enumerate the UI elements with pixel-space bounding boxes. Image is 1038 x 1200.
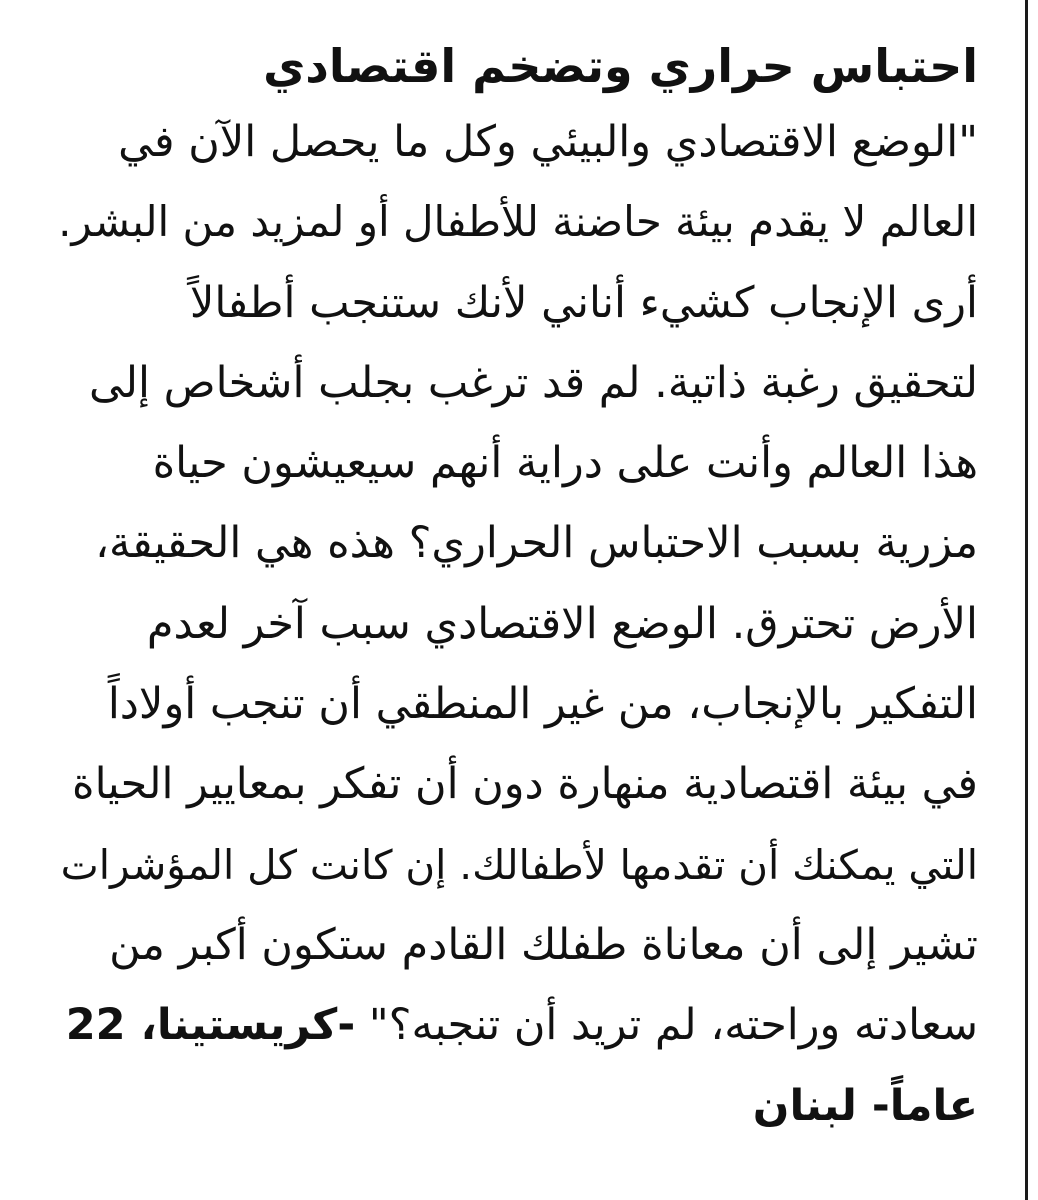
body-line: هذا العالم وأنت على دراية أنهم سيعيشون حياة <box>152 438 978 489</box>
attribution-location: عاماً- لبنان <box>752 1080 978 1131</box>
quote-closing-text: سعادته وراحته، لم تريد أن تنجبه؟" <box>355 1000 978 1051</box>
body-line: الأرض تحترق. الوضع الاقتصادي سبب آخر لعدم <box>146 598 978 649</box>
attribution-name: -كريستينا، 22 <box>65 1000 356 1051</box>
body-line: تشير إلى أن معاناة طفلك القادم ستكون أكبر من <box>109 919 978 970</box>
body-line-closing <box>58 985 978 1065</box>
article <box>58 30 978 1146</box>
body-line: العالم لا يقدم بيئة حاضنة للأطفال أو لمزيد من البشر. <box>58 197 978 247</box>
page-edge-rule <box>1025 0 1028 1200</box>
article-body <box>58 102 978 1146</box>
body-line: أرى الإنجاب كشيء أناني لأنك ستنجب أطفالاً <box>189 277 978 328</box>
body-line: التي يمكنك أن تقدمها لأطفالك. إن كانت كل المؤشرات <box>60 840 978 889</box>
article-headline: احتباس حراري وتضخم اقتصادي <box>263 39 978 93</box>
body-line: "الوضع الاقتصادي والبيئي وكل ما يحصل الآن في <box>118 117 978 167</box>
body-line: لتحقيق رغبة ذاتية. لم قد ترغب بجلب أشخاص إلى <box>89 357 978 408</box>
body-line: في بيئة اقتصادية منهارة دون أن تفكر بمعايير الحياة <box>72 759 978 810</box>
body-line: التفكير بالإنجاب، من غير المنطقي أن تنجب أولاداً <box>107 679 978 730</box>
body-line: مزرية بسبب الاحتباس الحراري؟ هذه هي الحقيقة، <box>95 518 978 569</box>
